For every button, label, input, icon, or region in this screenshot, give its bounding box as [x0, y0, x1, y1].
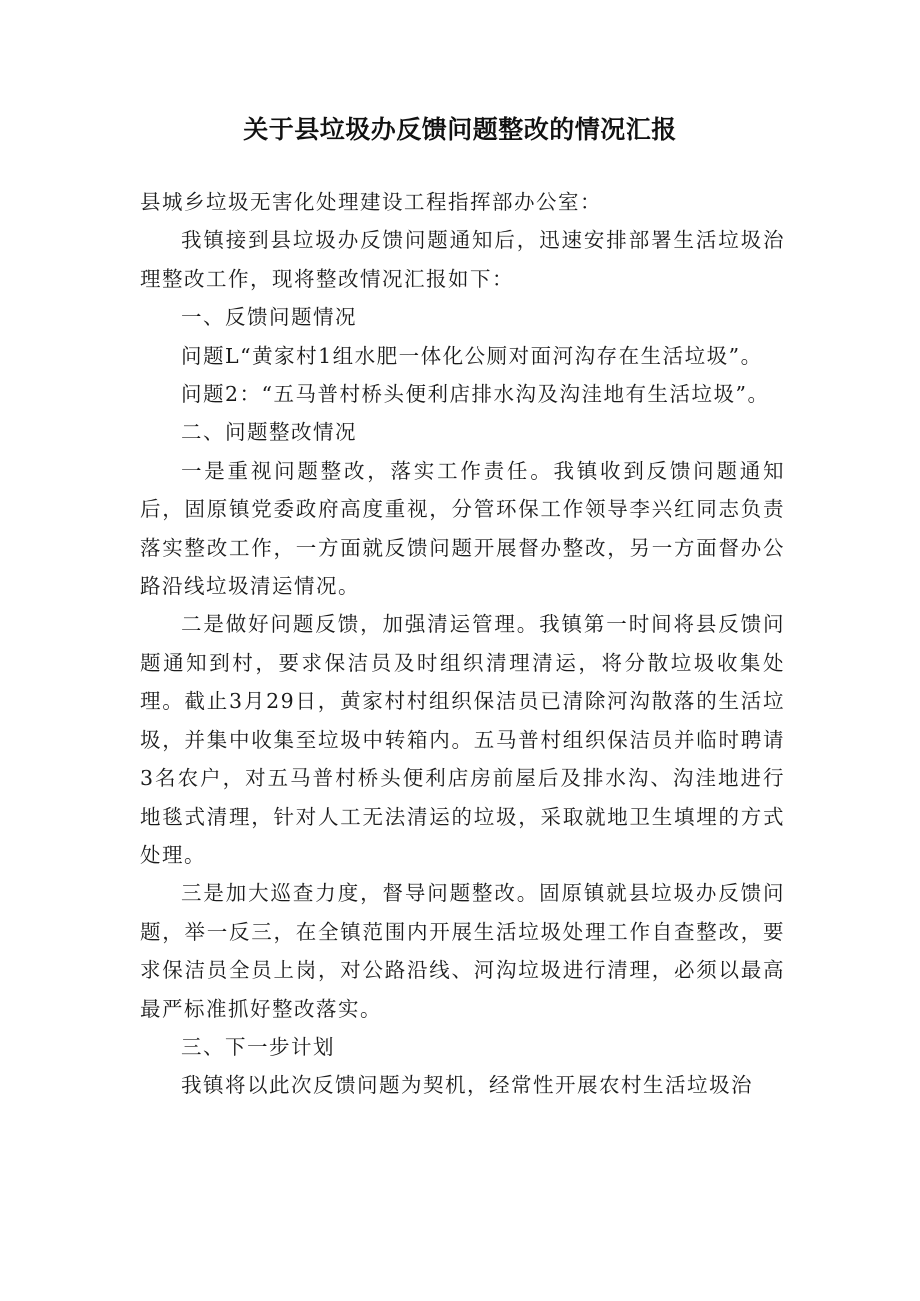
document-title: 关于县垃圾办反馈问题整改的情况汇报 [243, 115, 677, 144]
section-heading-1: 一、反馈问题情况 [181, 305, 357, 330]
measure-2-paragraph: 二是做好问题反馈，加强清运管理。我镇第一时间将县反馈问题通知到村，要求保洁员及时组织清理清运，将分散垃圾收集处理。截止3月29日，黄家村村组织保洁员已清除河沟散落的生活垃圾，并集中收集至垃圾中转箱内。五马普村组织保洁员并临时聘请3名农户，对五马普村桥头便利店房前屋后及排水沟、沟洼地进行地毯式清理，针对人工无法清运的垃圾，采取就地卫生填埋的方式处理。 [140, 612, 785, 867]
measure-3-paragraph: 三是加大巡查力度，督导问题整改。固原镇就县垃圾办反馈问题，举一反三，在全镇范围内开展生活垃圾处理工作自查整改，要求保洁员全员上岗，对公路沿线、河沟垃圾进行清理，必须以最高最严标准抓好整改落实。 [140, 881, 785, 1021]
salutation: 县城乡垃圾无害化处理建设工程指挥部办公室： [140, 190, 602, 214]
issue-2-paragraph: 问题2：“五马普村桥头便利店排水沟及沟洼地有生活垃圾”。 [181, 382, 770, 407]
intro-paragraph: 我镇接到县垃圾办反馈问题通知后，迅速安排部署生活垃圾治理整改工作，现将整改情况汇报如下： [140, 228, 785, 291]
issue-1-paragraph: 问题L“黄家村1组水肥一体化公厕对面河沟存在生活垃圾”。 [181, 343, 763, 368]
document-body [140, 183, 785, 1105]
plan-paragraph: 我镇将以此次反馈问题为契机，经常性开展农村生活垃圾治 [181, 1073, 753, 1098]
measure-1-paragraph: 一是重视问题整改，落实工作责任。我镇收到反馈问题通知后，固原镇党委政府高度重视，分管环保工作领导李兴红同志负责落实整改工作，一方面就反馈问题开展督办整改，另一方面督办公路沿线垃圾清运情况。 [140, 458, 785, 599]
section-heading-2: 二、问题整改情况 [181, 420, 357, 445]
section-heading-3: 三、下一步计划 [181, 1034, 335, 1059]
